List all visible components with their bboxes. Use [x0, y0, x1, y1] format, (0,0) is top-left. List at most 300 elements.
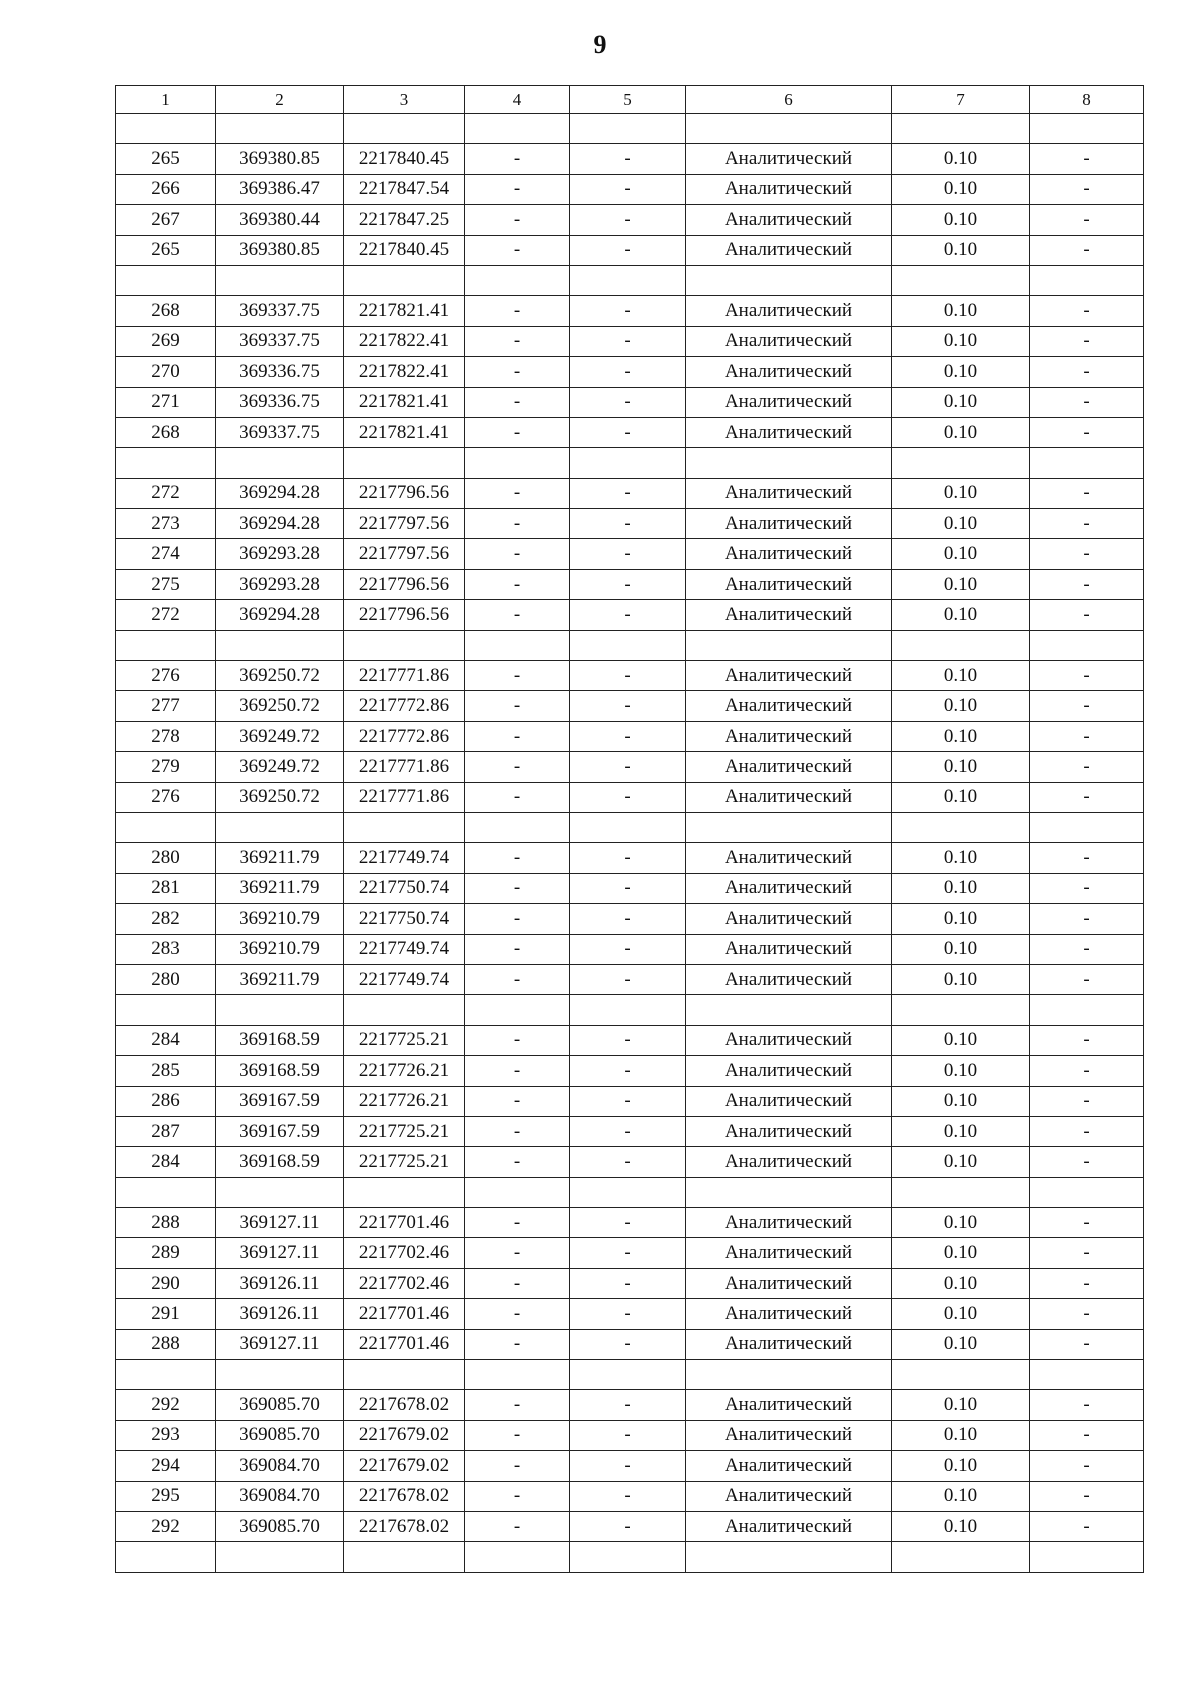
accuracy-cell: 0.10: [892, 1086, 1030, 1116]
x-coordinate-cell: 369084.70: [216, 1451, 344, 1481]
x-coordinate-cell: 369167.59: [216, 1116, 344, 1146]
x-coordinate-cell: 369250.72: [216, 661, 344, 691]
x-coordinate-cell: 369337.75: [216, 296, 344, 326]
accuracy-cell: 0.10: [892, 1208, 1030, 1238]
x-coordinate-cell: 369211.79: [216, 873, 344, 903]
x-coordinate-cell: 369250.72: [216, 691, 344, 721]
col-4-cell: [465, 1360, 570, 1390]
table-row: [116, 1116, 1144, 1146]
point-number-cell: 285: [116, 1056, 216, 1086]
accuracy-cell: [892, 995, 1030, 1025]
col-4-cell: -: [465, 417, 570, 447]
col-4-cell: -: [465, 934, 570, 964]
table-row: [116, 569, 1144, 599]
x-coordinate-cell: [216, 1542, 344, 1572]
accuracy-cell: 0.10: [892, 205, 1030, 235]
point-number-cell: 295: [116, 1481, 216, 1511]
col-5-cell: -: [570, 721, 686, 751]
x-coordinate-cell: [216, 265, 344, 295]
col-8-cell: -: [1030, 752, 1144, 782]
point-number-cell: 288: [116, 1208, 216, 1238]
point-number-cell: 276: [116, 782, 216, 812]
table-row: [116, 1390, 1144, 1420]
x-coordinate-cell: 369386.47: [216, 174, 344, 204]
accuracy-cell: 0.10: [892, 904, 1030, 934]
col-5-cell: -: [570, 1086, 686, 1116]
point-number-cell: 270: [116, 357, 216, 387]
table-header-row: [116, 86, 1144, 114]
x-coordinate-cell: 369293.28: [216, 569, 344, 599]
col-5-cell: -: [570, 569, 686, 599]
table-row: [116, 1451, 1144, 1481]
table-row: [116, 904, 1144, 934]
y-coordinate-cell: 2217840.45: [344, 235, 465, 265]
col-8-cell: -: [1030, 1329, 1144, 1359]
table-separator-row: [116, 1360, 1144, 1390]
accuracy-cell: 0.10: [892, 1390, 1030, 1420]
table-row: [116, 1238, 1144, 1268]
point-number-cell: 265: [116, 144, 216, 174]
col-5-cell: -: [570, 1238, 686, 1268]
col-8-cell: -: [1030, 478, 1144, 508]
accuracy-cell: 0.10: [892, 1420, 1030, 1450]
x-coordinate-cell: 369250.72: [216, 782, 344, 812]
col-8-cell: -: [1030, 569, 1144, 599]
table-row: [116, 1086, 1144, 1116]
col-4-cell: -: [465, 326, 570, 356]
col-8-cell: -: [1030, 174, 1144, 204]
point-number-cell: 267: [116, 205, 216, 235]
point-number-cell: 266: [116, 174, 216, 204]
point-number-cell: 293: [116, 1420, 216, 1450]
y-coordinate-cell: 2217796.56: [344, 478, 465, 508]
point-number-cell: 288: [116, 1329, 216, 1359]
column-header-1: 1: [116, 86, 216, 114]
y-coordinate-cell: 2217822.41: [344, 357, 465, 387]
accuracy-cell: 0.10: [892, 661, 1030, 691]
col-4-cell: -: [465, 782, 570, 812]
point-number-cell: 280: [116, 964, 216, 994]
method-cell: Аналитический: [686, 600, 892, 630]
x-coordinate-cell: 369380.85: [216, 144, 344, 174]
table-separator-row: [116, 265, 1144, 295]
point-number-cell: [116, 114, 216, 144]
accuracy-cell: 0.10: [892, 235, 1030, 265]
col-4-cell: -: [465, 873, 570, 903]
accuracy-cell: 0.10: [892, 691, 1030, 721]
col-4-cell: [465, 630, 570, 660]
col-5-cell: -: [570, 1511, 686, 1541]
table-row: [116, 144, 1144, 174]
col-5-cell: -: [570, 509, 686, 539]
col-5-cell: [570, 630, 686, 660]
col-5-cell: -: [570, 661, 686, 691]
accuracy-cell: 0.10: [892, 1268, 1030, 1298]
col-8-cell: -: [1030, 144, 1144, 174]
col-4-cell: -: [465, 357, 570, 387]
col-5-cell: -: [570, 904, 686, 934]
accuracy-cell: 0.10: [892, 873, 1030, 903]
accuracy-cell: 0.10: [892, 478, 1030, 508]
x-coordinate-cell: 369337.75: [216, 417, 344, 447]
y-coordinate-cell: 2217847.25: [344, 205, 465, 235]
col-4-cell: -: [465, 539, 570, 569]
x-coordinate-cell: 369085.70: [216, 1511, 344, 1541]
method-cell: [686, 995, 892, 1025]
col-4-cell: [465, 265, 570, 295]
col-5-cell: -: [570, 934, 686, 964]
accuracy-cell: 0.10: [892, 964, 1030, 994]
col-4-cell: -: [465, 1056, 570, 1086]
table-row: [116, 357, 1144, 387]
col-8-cell: [1030, 630, 1144, 660]
table-row: [116, 1056, 1144, 1086]
table-separator-row: [116, 114, 1144, 144]
col-4-cell: -: [465, 1238, 570, 1268]
x-coordinate-cell: 369294.28: [216, 600, 344, 630]
table-row: [116, 205, 1144, 235]
y-coordinate-cell: 2217772.86: [344, 721, 465, 751]
accuracy-cell: 0.10: [892, 600, 1030, 630]
method-cell: Аналитический: [686, 964, 892, 994]
col-8-cell: -: [1030, 1511, 1144, 1541]
accuracy-cell: 0.10: [892, 569, 1030, 599]
y-coordinate-cell: 2217796.56: [344, 569, 465, 599]
col-5-cell: -: [570, 357, 686, 387]
col-5-cell: -: [570, 600, 686, 630]
col-5-cell: -: [570, 1299, 686, 1329]
y-coordinate-cell: 2217725.21: [344, 1116, 465, 1146]
x-coordinate-cell: 369210.79: [216, 904, 344, 934]
col-8-cell: [1030, 448, 1144, 478]
point-number-cell: 265: [116, 235, 216, 265]
point-number-cell: [116, 1542, 216, 1572]
accuracy-cell: 0.10: [892, 357, 1030, 387]
accuracy-cell: 0.10: [892, 417, 1030, 447]
col-8-cell: -: [1030, 600, 1144, 630]
method-cell: Аналитический: [686, 296, 892, 326]
method-cell: Аналитический: [686, 569, 892, 599]
table-separator-row: [116, 1542, 1144, 1572]
x-coordinate-cell: [216, 995, 344, 1025]
table-row: [116, 174, 1144, 204]
point-number-cell: 284: [116, 1025, 216, 1055]
table-row: [116, 1025, 1144, 1055]
x-coordinate-cell: 369167.59: [216, 1086, 344, 1116]
col-8-cell: -: [1030, 904, 1144, 934]
col-5-cell: -: [570, 1390, 686, 1420]
col-4-cell: -: [465, 296, 570, 326]
table-row: [116, 387, 1144, 417]
col-8-cell: -: [1030, 235, 1144, 265]
method-cell: Аналитический: [686, 843, 892, 873]
accuracy-cell: 0.10: [892, 539, 1030, 569]
y-coordinate-cell: 2217772.86: [344, 691, 465, 721]
x-coordinate-cell: 369168.59: [216, 1147, 344, 1177]
col-8-cell: -: [1030, 873, 1144, 903]
point-number-cell: 280: [116, 843, 216, 873]
y-coordinate-cell: 2217796.56: [344, 600, 465, 630]
method-cell: Аналитический: [686, 1451, 892, 1481]
table-separator-row: [116, 995, 1144, 1025]
y-coordinate-cell: [344, 995, 465, 1025]
col-5-cell: [570, 1360, 686, 1390]
col-5-cell: -: [570, 782, 686, 812]
x-coordinate-cell: 369210.79: [216, 934, 344, 964]
col-8-cell: -: [1030, 934, 1144, 964]
accuracy-cell: 0.10: [892, 1451, 1030, 1481]
col-5-cell: -: [570, 174, 686, 204]
col-8-cell: -: [1030, 661, 1144, 691]
y-coordinate-cell: 2217797.56: [344, 539, 465, 569]
table-row: [116, 752, 1144, 782]
method-cell: Аналитический: [686, 144, 892, 174]
point-number-cell: 271: [116, 387, 216, 417]
point-number-cell: 286: [116, 1086, 216, 1116]
col-8-cell: -: [1030, 691, 1144, 721]
method-cell: [686, 630, 892, 660]
col-4-cell: -: [465, 1511, 570, 1541]
col-5-cell: [570, 812, 686, 842]
x-coordinate-cell: 369336.75: [216, 387, 344, 417]
col-8-cell: -: [1030, 1116, 1144, 1146]
col-4-cell: [465, 1542, 570, 1572]
col-4-cell: [465, 448, 570, 478]
table-separator-row: [116, 812, 1144, 842]
accuracy-cell: 0.10: [892, 1299, 1030, 1329]
method-cell: Аналитический: [686, 1329, 892, 1359]
y-coordinate-cell: 2217821.41: [344, 417, 465, 447]
point-number-cell: [116, 1177, 216, 1207]
accuracy-cell: 0.10: [892, 782, 1030, 812]
col-4-cell: [465, 995, 570, 1025]
point-number-cell: 284: [116, 1147, 216, 1177]
col-8-cell: -: [1030, 1025, 1144, 1055]
col-5-cell: [570, 1177, 686, 1207]
x-coordinate-cell: [216, 448, 344, 478]
col-8-cell: -: [1030, 1086, 1144, 1116]
point-number-cell: [116, 995, 216, 1025]
point-number-cell: 292: [116, 1390, 216, 1420]
col-8-cell: -: [1030, 1238, 1144, 1268]
method-cell: Аналитический: [686, 1056, 892, 1086]
y-coordinate-cell: 2217771.86: [344, 661, 465, 691]
y-coordinate-cell: 2217749.74: [344, 934, 465, 964]
col-8-cell: -: [1030, 205, 1144, 235]
x-coordinate-cell: 369380.85: [216, 235, 344, 265]
col-5-cell: -: [570, 752, 686, 782]
x-coordinate-cell: 369127.11: [216, 1329, 344, 1359]
col-5-cell: -: [570, 326, 686, 356]
col-4-cell: -: [465, 205, 570, 235]
y-coordinate-cell: [344, 448, 465, 478]
col-5-cell: -: [570, 296, 686, 326]
method-cell: Аналитический: [686, 1390, 892, 1420]
col-8-cell: [1030, 265, 1144, 295]
table-row: [116, 1481, 1144, 1511]
col-5-cell: [570, 114, 686, 144]
col-5-cell: -: [570, 1451, 686, 1481]
col-4-cell: -: [465, 478, 570, 508]
page-number: 9: [593, 30, 607, 59]
point-number-cell: [116, 630, 216, 660]
method-cell: Аналитический: [686, 1238, 892, 1268]
col-5-cell: -: [570, 964, 686, 994]
method-cell: [686, 1542, 892, 1572]
y-coordinate-cell: 2217821.41: [344, 296, 465, 326]
col-4-cell: -: [465, 1329, 570, 1359]
col-8-cell: -: [1030, 357, 1144, 387]
accuracy-cell: 0.10: [892, 1329, 1030, 1359]
y-coordinate-cell: [344, 812, 465, 842]
accuracy-cell: 0.10: [892, 1511, 1030, 1541]
accuracy-cell: [892, 812, 1030, 842]
col-5-cell: -: [570, 1025, 686, 1055]
accuracy-cell: 0.10: [892, 144, 1030, 174]
point-number-cell: 290: [116, 1268, 216, 1298]
col-4-cell: -: [465, 1481, 570, 1511]
method-cell: Аналитический: [686, 782, 892, 812]
method-cell: Аналитический: [686, 1147, 892, 1177]
method-cell: [686, 1177, 892, 1207]
col-8-cell: -: [1030, 539, 1144, 569]
method-cell: Аналитический: [686, 357, 892, 387]
table-row: [116, 1268, 1144, 1298]
table-separator-row: [116, 630, 1144, 660]
x-coordinate-cell: 369085.70: [216, 1390, 344, 1420]
y-coordinate-cell: 2217679.02: [344, 1451, 465, 1481]
y-coordinate-cell: 2217679.02: [344, 1420, 465, 1450]
column-header-7: 7: [892, 86, 1030, 114]
col-8-cell: -: [1030, 721, 1144, 751]
col-4-cell: -: [465, 1390, 570, 1420]
col-8-cell: -: [1030, 296, 1144, 326]
table-row: [116, 1299, 1144, 1329]
point-number-cell: 294: [116, 1451, 216, 1481]
accuracy-cell: 0.10: [892, 509, 1030, 539]
method-cell: Аналитический: [686, 934, 892, 964]
y-coordinate-cell: 2217702.46: [344, 1268, 465, 1298]
col-5-cell: -: [570, 205, 686, 235]
col-4-cell: -: [465, 1025, 570, 1055]
col-5-cell: -: [570, 1056, 686, 1086]
accuracy-cell: 0.10: [892, 934, 1030, 964]
table-row: [116, 843, 1144, 873]
accuracy-cell: 0.10: [892, 1116, 1030, 1146]
col-8-cell: [1030, 1177, 1144, 1207]
y-coordinate-cell: [344, 265, 465, 295]
y-coordinate-cell: 2217678.02: [344, 1390, 465, 1420]
col-5-cell: -: [570, 1208, 686, 1238]
accuracy-cell: 0.10: [892, 326, 1030, 356]
x-coordinate-cell: 369126.11: [216, 1299, 344, 1329]
col-8-cell: [1030, 1360, 1144, 1390]
method-cell: Аналитический: [686, 539, 892, 569]
x-coordinate-cell: 369126.11: [216, 1268, 344, 1298]
col-4-cell: [465, 1177, 570, 1207]
accuracy-cell: 0.10: [892, 387, 1030, 417]
table-row: [116, 661, 1144, 691]
col-8-cell: [1030, 114, 1144, 144]
x-coordinate-cell: 369084.70: [216, 1481, 344, 1511]
table-row: [116, 873, 1144, 903]
col-8-cell: -: [1030, 1451, 1144, 1481]
col-4-cell: -: [465, 1086, 570, 1116]
point-number-cell: 274: [116, 539, 216, 569]
col-5-cell: -: [570, 235, 686, 265]
method-cell: Аналитический: [686, 873, 892, 903]
y-coordinate-cell: 2217821.41: [344, 387, 465, 417]
method-cell: Аналитический: [686, 174, 892, 204]
table-row: [116, 964, 1144, 994]
col-4-cell: -: [465, 1268, 570, 1298]
y-coordinate-cell: [344, 1542, 465, 1572]
table-row: [116, 782, 1144, 812]
method-cell: Аналитический: [686, 326, 892, 356]
accuracy-cell: [892, 1177, 1030, 1207]
col-8-cell: -: [1030, 1147, 1144, 1177]
col-5-cell: -: [570, 1268, 686, 1298]
col-4-cell: [465, 114, 570, 144]
accuracy-cell: 0.10: [892, 1147, 1030, 1177]
table-row: [116, 478, 1144, 508]
table-row: [116, 1208, 1144, 1238]
point-number-cell: 281: [116, 873, 216, 903]
x-coordinate-cell: [216, 114, 344, 144]
x-coordinate-cell: 369249.72: [216, 721, 344, 751]
x-coordinate-cell: [216, 1360, 344, 1390]
column-header-2: 2: [216, 86, 344, 114]
y-coordinate-cell: 2217771.86: [344, 752, 465, 782]
point-number-cell: 269: [116, 326, 216, 356]
column-header-8: 8: [1030, 86, 1144, 114]
point-number-cell: 291: [116, 1299, 216, 1329]
col-4-cell: -: [465, 174, 570, 204]
point-number-cell: [116, 812, 216, 842]
method-cell: Аналитический: [686, 387, 892, 417]
accuracy-cell: 0.10: [892, 843, 1030, 873]
y-coordinate-cell: [344, 114, 465, 144]
table-row: [116, 1147, 1144, 1177]
method-cell: Аналитический: [686, 1025, 892, 1055]
col-4-cell: -: [465, 144, 570, 174]
col-8-cell: -: [1030, 417, 1144, 447]
table-body: [116, 114, 1144, 1573]
method-cell: [686, 448, 892, 478]
table-row: [116, 1329, 1144, 1359]
accuracy-cell: [892, 1360, 1030, 1390]
y-coordinate-cell: 2217749.74: [344, 843, 465, 873]
method-cell: [686, 114, 892, 144]
point-number-cell: 275: [116, 569, 216, 599]
table-row: [116, 600, 1144, 630]
x-coordinate-cell: 369336.75: [216, 357, 344, 387]
x-coordinate-cell: 369294.28: [216, 478, 344, 508]
y-coordinate-cell: 2217678.02: [344, 1481, 465, 1511]
table-row: [116, 326, 1144, 356]
x-coordinate-cell: [216, 1177, 344, 1207]
method-cell: Аналитический: [686, 509, 892, 539]
accuracy-cell: 0.10: [892, 721, 1030, 751]
point-number-cell: [116, 448, 216, 478]
table-row: [116, 296, 1144, 326]
method-cell: Аналитический: [686, 235, 892, 265]
col-4-cell: -: [465, 600, 570, 630]
method-cell: [686, 265, 892, 295]
point-number-cell: 283: [116, 934, 216, 964]
point-number-cell: [116, 1360, 216, 1390]
col-4-cell: -: [465, 1451, 570, 1481]
